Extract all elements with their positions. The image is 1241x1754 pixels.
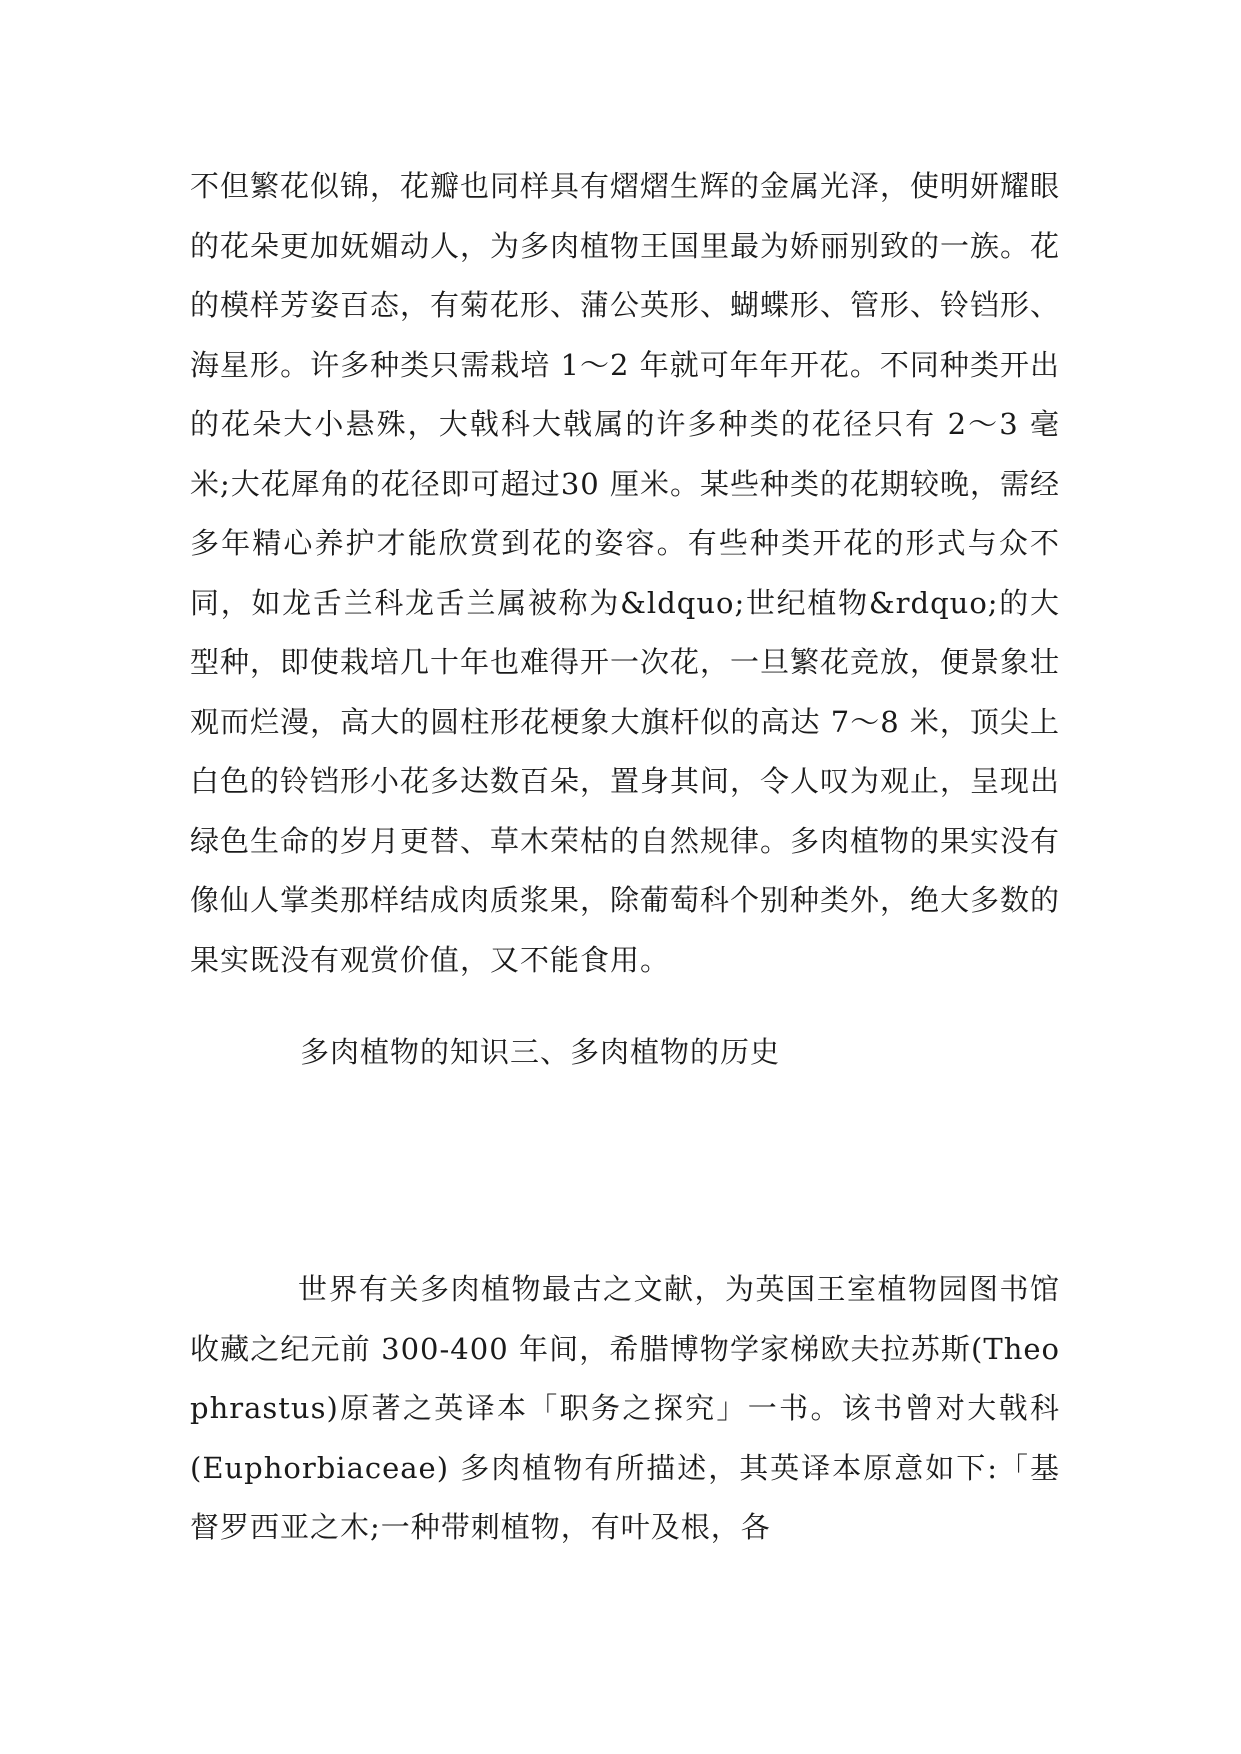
body-paragraph: 不但繁花似锦，花瓣也同样具有熠熠生辉的金属光泽，使明妍耀眼的花朵更加妩媚动人，为多肉植物王国里最为娇丽别致的一族。花的模样芳姿百态，有菊花形、蒲公英形、蝴蝶形、管形、铃铛形、海星形。许多种类只需栽培 1～2 年就可年年开花。不同种类开出的花朵大小悬殊，大戟科大戟属的许多种类的花径只有 2～3 毫米;大花犀角的花径即可超过30 厘米。某些种类的花期较晚，需经多年精心养护才能欣赏到花的姿容。有些种类开花的形式与众不同，如龙舌兰科龙舌兰属被称为&ldquo;世纪植物&rdquo;的大型种，即使栽培几十年也难得开一次花，一旦繁花竞放，便景象壮观而烂漫，高大的圆柱形花梗象大旗杆似的高达 7～8 米，顶尖上白色的铃铛形小花多达数百朵，置身其间，令人叹为观止，呈现出绿色生命的岁月更替、草木荣枯的自然规律。多肉植物的果实没有像仙人掌类那样结成肉质浆果，除葡萄科个别种类外，绝大多数的果实既没有观赏价值，又不能食用。 — [190, 169, 1061, 977]
section-heading: 多肉植物的知识三、多肉植物的历史 — [300, 1035, 781, 1069]
body-paragraph: 世界有关多肉植物最古之文献，为英国王室植物园图书馆收藏之纪元前 300-400 年间，希腊博物学家梯欧夫拉苏斯(Theophrastus)原著之英译本「职务之探究」一书。该书曾对大戟科(Euphorbiaceae) 多肉植物有所描述，其英译本原意如下:「基督罗西亚之木;一种带刺植物，有叶及根，各 — [190, 1272, 1060, 1544]
